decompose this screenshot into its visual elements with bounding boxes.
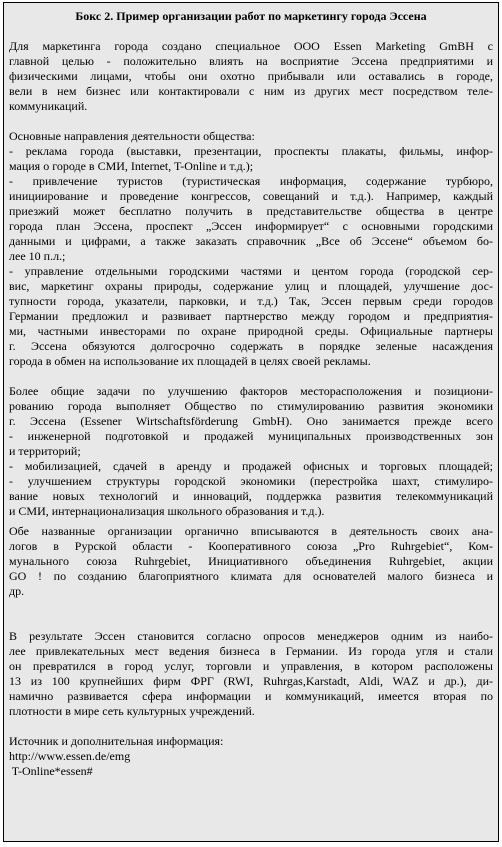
organizations-paragraph: [9, 524, 493, 599]
result-line: плотности в мире сеть культурных учреждений.: [9, 704, 255, 718]
sources-section: [9, 734, 493, 779]
directions-line: - управление отдельными городскими частями и центом города (городской сер-: [9, 264, 493, 278]
directions-line: инициирование и проведение конгрессов, совещаний и т.д.). Например, каждый: [9, 189, 493, 203]
intro-line: вели в нем бизнес или контактировали с ним из других мест посредством теле-: [9, 84, 493, 98]
intro-line: физическими лицами, чтобы они охотно прибывали или оставались в городе,: [9, 69, 493, 83]
directions-line: данными и цифрами, а также заказать справочник „Все об Эссене“ объемом бо-: [9, 234, 493, 248]
tasks-line: - инженерной подготовкой и продажей муниципальных производственных зон: [9, 429, 493, 443]
intro-line: главной целью - положительно влиять на восприятие Эссена предприятими и: [9, 54, 493, 68]
tasks-section: [9, 384, 493, 519]
directions-heading: Основные направления деятельности общества:: [9, 129, 255, 143]
directions-line: города в обмен на использование их площадей в целях своей рекламы.: [9, 354, 371, 368]
tasks-line: - мобилизацией, сдачей в аренду и продажей офисных и торговых площадей;: [9, 459, 493, 473]
source-link[interactable]: http://www.essen.de/emg: [9, 749, 131, 763]
directions-line: города план Эссена, проспект „Эссен информирует“ с основными городскими: [9, 219, 493, 233]
result-line: В результате Эссен становится согласно опросов менеджеров одним из наибо-: [9, 629, 493, 643]
result-line: намично развивается сфера информации и коммуникаций, имеется вторая по: [9, 689, 493, 703]
directions-line: мация о городе в СМИ, Internet, T-Online и т.д.);: [9, 159, 254, 173]
tasks-line: Более общие задачи по улучшению факторов месторасположения и позициони-: [9, 384, 493, 398]
intro-paragraph: [9, 39, 493, 114]
tasks-line: и территорий;: [9, 444, 81, 458]
directions-line: Германии предложил и развивает партнерство между городом и предприятия-: [9, 309, 493, 323]
directions-line: ми, частными инвесторами по охране природной среды. Официальные партнеры: [9, 324, 493, 338]
tasks-line: г. Эссена (Essener Wirtschaftsförderung GmbH). Оно занимается прежде всего: [9, 414, 493, 428]
directions-line: - реклама города (выставки, презентации, проспекты плакаты, фильмы, инфор-: [9, 144, 493, 158]
intro-line: коммуникаций.: [9, 99, 88, 113]
box-title: Бокс 2. Пример организации работ по маркетингу города Эссена: [75, 9, 427, 23]
tasks-line: - улучшением структуры городской экономики (перестройка шахт, стимулиро-: [9, 474, 493, 488]
tasks-line: и СМИ, интернационализация школьного образования и т.д.).: [9, 504, 325, 518]
organizations-line: логов в Рурской области - Кооперативного союза „Pro Ruhrgebiet“, Ком-: [9, 539, 493, 553]
intro-line: Для маркетинга города создано специальное ООО Essen Marketing GmBH с: [9, 39, 493, 53]
organizations-line: GO ! по созданию благоприятного климата для основателей малого бизнеса и: [9, 569, 493, 583]
directions-line: г. Эссена обязуются долгосрочно содержать в порядке зеленые насаждения: [9, 339, 493, 353]
organizations-line: др.: [9, 584, 25, 598]
result-line: он превратился в город услуг, торговли и управления, в котором расположены: [9, 659, 493, 673]
result-line: лее привлекательных мест ведения бизнеса в Германии. Из города угля и стали: [9, 644, 493, 658]
source-link: T-Online*essen#: [9, 764, 93, 778]
organizations-line: Обе названные организации органично вписываются в деятельность своих ана-: [9, 524, 493, 538]
directions-line: вис, маркетинг охраны природы, содержание улиц и площадей, улучшение дос-: [9, 279, 493, 293]
organizations-line: мунального союза Ruhrgebiet, Инициативного объединения Ruhrgebiet, акции: [9, 554, 493, 568]
tasks-line: вание новых технологий и инноваций, поддержка развития телекоммуникаций: [9, 489, 493, 503]
directions-section: [9, 129, 493, 369]
directions-line: тупности города, указатели, парковки, и т.д.) Так, Эссен первым среди городов: [9, 294, 493, 308]
result-line: 13 из 100 крупнейших фирм ФРГ (RWI, Ruhrgas,Karstadt, Aldi, WAZ и др.), ди-: [9, 674, 493, 688]
directions-line: приезжий может бесплатно получить в представительстве общества в центре: [9, 204, 493, 218]
info-box: [3, 2, 499, 842]
tasks-line: рованию города выполняет Общество по стимулированию развития экономики: [9, 399, 493, 413]
sources-heading: Источник и дополнительная информация:: [9, 734, 224, 748]
directions-line: - привлечение туристов (туристическая информация, содержание турбюро,: [9, 174, 493, 188]
directions-line: лее 10 п.л.;: [9, 249, 66, 263]
result-paragraph: [9, 629, 493, 719]
